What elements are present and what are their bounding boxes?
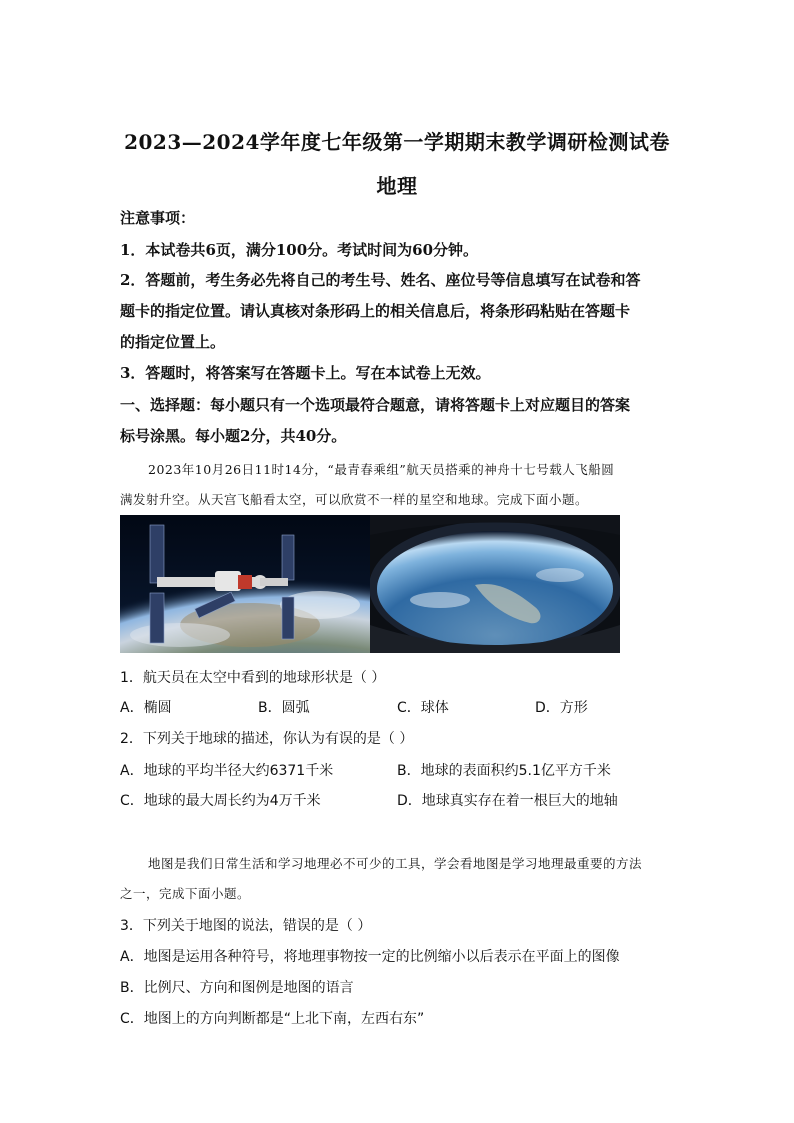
intro-1-line-2: 满发射升空。从天宫飞船看太空，可以欣赏不一样的星空和地球。完成下面小题。: [120, 492, 589, 507]
notice-item-1: 1．本试卷共6页，满分100分。考试时间为60分钟。: [120, 241, 479, 259]
notice-heading: 注意事项：: [120, 209, 196, 227]
intro-2-line-2: 之一，完成下面小题。: [120, 886, 251, 901]
intro-2-line-1: 地图是我们日常生活和学习地理必不可少的工具，学会看地图是学习地理最重要的方法: [148, 856, 643, 871]
exam-subject: 地理: [376, 174, 418, 198]
question-1-stem: 1．航天员在太空中看到的地球形状是（ ）: [120, 670, 386, 686]
notice-item-2: 2．答题前，考生务必先将自己的考生号、姓名、座位号等信息填写在试卷和答: [120, 271, 641, 289]
question-3-option-a: A．地图是运用各种符号，将地理事物按一定的比例缩小以后表示在平面上的图像: [120, 949, 620, 965]
question-2-option-c: C．地球的最大周长约为4万千米: [120, 793, 321, 809]
question-2-option-b: B．地球的表面积约5.1亿平方千米: [397, 763, 611, 779]
question-1-option-b: B．圆弧: [258, 700, 310, 716]
section-heading: 一、选择题：每小题只有一个选项最符合题意，请将答题卡上对应题目的答案: [120, 396, 631, 414]
notice-item-3: 3．答题时，将答案写在答题卡上。写在本试卷上无效。: [120, 364, 491, 382]
notice-item-2-end: 的指定位置上。: [120, 333, 226, 351]
question-2-option-d: D．地球真实存在着一根巨大的地轴: [397, 793, 618, 809]
section-heading-cont: 标号涂黑。每小题2分，共40分。: [120, 427, 347, 445]
space-station-image: [120, 515, 370, 653]
question-2-option-a: A．地球的平均半径大约6371千米: [120, 763, 334, 779]
question-1-option-a: A．椭圆: [120, 700, 172, 716]
question-3-option-c: C．地图上的方向判断都是“上北下南，左西右东”: [120, 1011, 425, 1027]
question-1-option-c: C．球体: [397, 700, 449, 716]
question-1-option-d: D．方形: [535, 700, 588, 716]
question-3-stem: 3．下列关于地图的说法，错误的是（ ）: [120, 918, 372, 934]
earth-window-illustration: [370, 515, 620, 653]
notice-item-2-cont: 题卡的指定位置。请认真核对条形码上的相关信息后，将条形码粘贴在答题卡: [120, 302, 631, 320]
exam-title: 2023—2024学年度七年级第一学期期末教学调研检测试卷: [124, 130, 670, 154]
space-station-illustration: [120, 515, 370, 653]
earth-window-image: [370, 515, 620, 653]
intro-1-line-1: 2023年10月26日11时14分，“最青春乘组”航天员搭乘的神舟十七号载人飞船圆: [148, 462, 615, 477]
question-2-stem: 2．下列关于地球的描述，你认为有误的是（ ）: [120, 731, 414, 747]
question-3-option-b: B．比例尺、方向和图例是地图的语言: [120, 980, 354, 996]
